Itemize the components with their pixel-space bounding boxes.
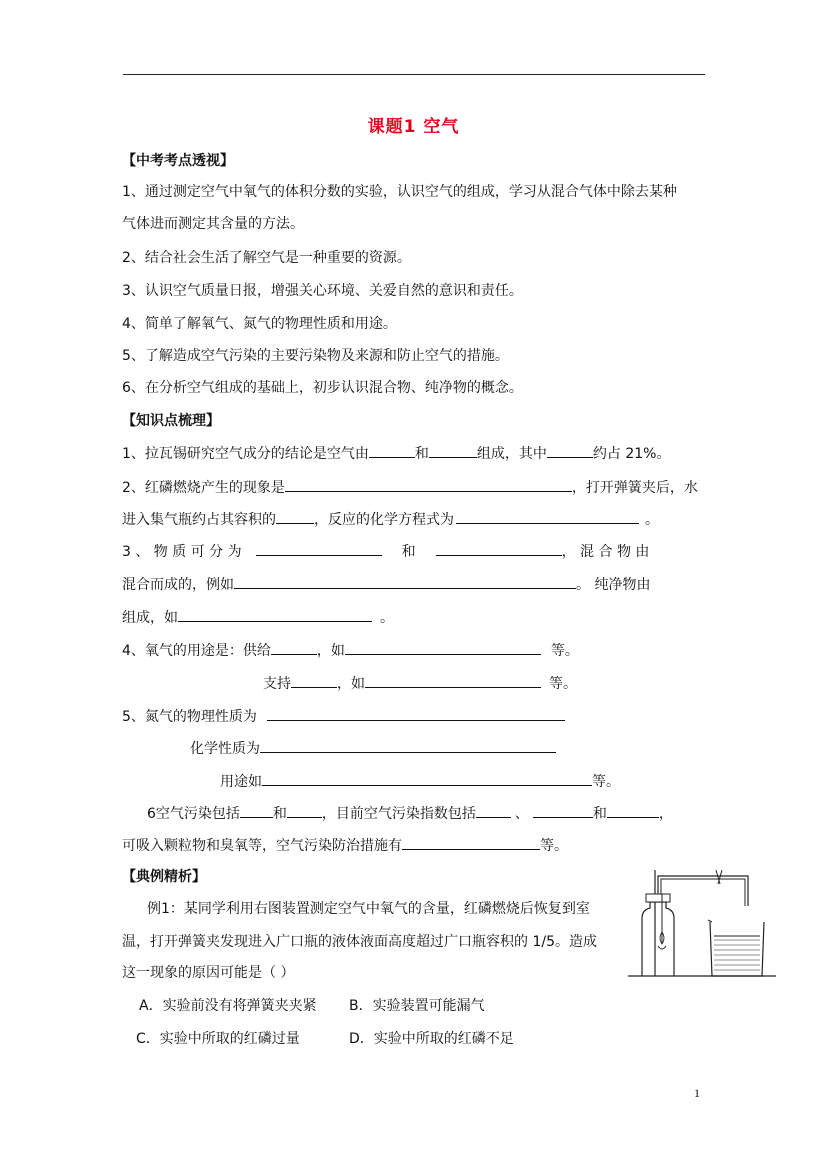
example-stem-1: 例1：某同学利用右图装置测定空气中氧气的含量，红磷燃烧后恢复到室 <box>147 901 590 917</box>
example-stem-2: 温，打开弹簧夹发现进入广口瓶的液体液面高度超过广口瓶容积的 1/5。造成 <box>122 934 597 950</box>
answer-blank[interactable] <box>262 770 592 786</box>
answer-blank[interactable] <box>234 573 576 589</box>
answer-blank[interactable] <box>267 705 565 721</box>
answer-blank[interactable] <box>365 672 541 688</box>
page-number: 1 <box>694 1086 700 1100</box>
kaodian-item-1: 1、通过测定空气中氧气的体积分数的实验，认识空气的组成，学习从混合气体中除去某种 <box>122 184 677 200</box>
answer-blank[interactable] <box>533 802 593 818</box>
answer-blank[interactable] <box>476 802 511 818</box>
kaodian-item-5: 5、了解造成空气污染的主要污染物及来源和防止空气的措施。 <box>122 348 509 364</box>
answer-blank[interactable] <box>436 540 562 556</box>
answer-blank[interactable] <box>240 802 273 818</box>
question-2-line-1: 2、红磷燃烧产生的现象是 ，打开弹簧夹后，水 <box>122 476 698 498</box>
question-5-line-1: 5、氮气的物理性质为 <box>122 705 565 727</box>
question-4-line-1: 4、氧气的用途是：供给 ，如 等。 <box>122 639 579 661</box>
answer-blank[interactable] <box>402 834 540 850</box>
answer-blank[interactable] <box>607 802 659 818</box>
question-6-line-1: 6空气污染包括 和 ，目前空气污染指数包括 、 和 ， <box>147 802 673 824</box>
answer-blank[interactable] <box>276 508 314 524</box>
question-4-line-2: 支持 ，如 等。 <box>263 672 577 694</box>
answer-blank[interactable] <box>456 508 639 524</box>
kaodian-item-4: 4、简单了解氧气、氮气的物理性质和用途。 <box>122 316 397 332</box>
answer-blank[interactable] <box>287 802 322 818</box>
option-a[interactable]: A．实验前没有将弹簧夹夹紧 <box>139 998 317 1014</box>
answer-blank[interactable] <box>291 672 337 688</box>
question-2-line-2: 进入集气瓶约占其容积的 ，反应的化学方程式为 。 <box>122 508 659 530</box>
answer-blank[interactable] <box>178 606 372 622</box>
answer-blank[interactable] <box>429 442 477 458</box>
answer-blank[interactable] <box>547 442 593 458</box>
question-3-line-3: 组成，如 。 <box>122 606 394 628</box>
question-6-line-2: 可吸入颗粒物和臭氧等，空气污染防治措施有 等。 <box>122 834 568 856</box>
section-kaodian: 【中考考点透视】 <box>122 153 234 169</box>
option-b[interactable]: B．实验装置可能漏气 <box>349 998 485 1014</box>
answer-blank[interactable] <box>345 639 541 655</box>
answer-blank[interactable] <box>256 540 382 556</box>
kaodian-item-3: 3、认识空气质量日报，增强关心环境、关爱自然的意识和责任。 <box>122 283 523 299</box>
answer-blank[interactable] <box>285 476 572 492</box>
apparatus-diagram <box>628 866 776 978</box>
page-title: 课题1 空气 <box>367 117 460 137</box>
question-3-line-1: 3 、 物 质 可 分 为 和 ， 混 合 物 由 <box>122 540 649 562</box>
section-zhishi: 【知识点梳理】 <box>122 413 220 429</box>
kaodian-item-2: 2、结合社会生活了解空气是一种重要的资源。 <box>122 250 411 266</box>
option-d[interactable]: D．实验中所取的红磷不足 <box>349 1031 514 1047</box>
question-1: 1、拉瓦锡研究空气成分的结论是空气由 和 组成，其中 约占 21%。 <box>122 442 670 464</box>
option-c[interactable]: C．实验中所取的红磷过量 <box>136 1031 300 1047</box>
question-5-line-3: 用途如 等。 <box>220 770 620 792</box>
question-3-line-2: 混合而成的，例如 。 纯净物由 <box>122 573 650 595</box>
kaodian-item-1-cont: 气体进而测定其含量的方法。 <box>122 216 304 232</box>
question-5-line-2: 化学性质为 <box>190 737 556 759</box>
answer-blank[interactable] <box>260 737 556 753</box>
answer-blank[interactable] <box>271 639 317 655</box>
section-dianli: 【典例精析】 <box>122 869 206 885</box>
answer-blank[interactable] <box>369 442 415 458</box>
kaodian-item-6: 6、在分析空气组成的基础上，初步认识混合物、纯净物的概念。 <box>122 380 523 396</box>
header-rule <box>123 74 705 75</box>
example-stem-3: 这一现象的原因可能是（ ） <box>122 965 295 981</box>
